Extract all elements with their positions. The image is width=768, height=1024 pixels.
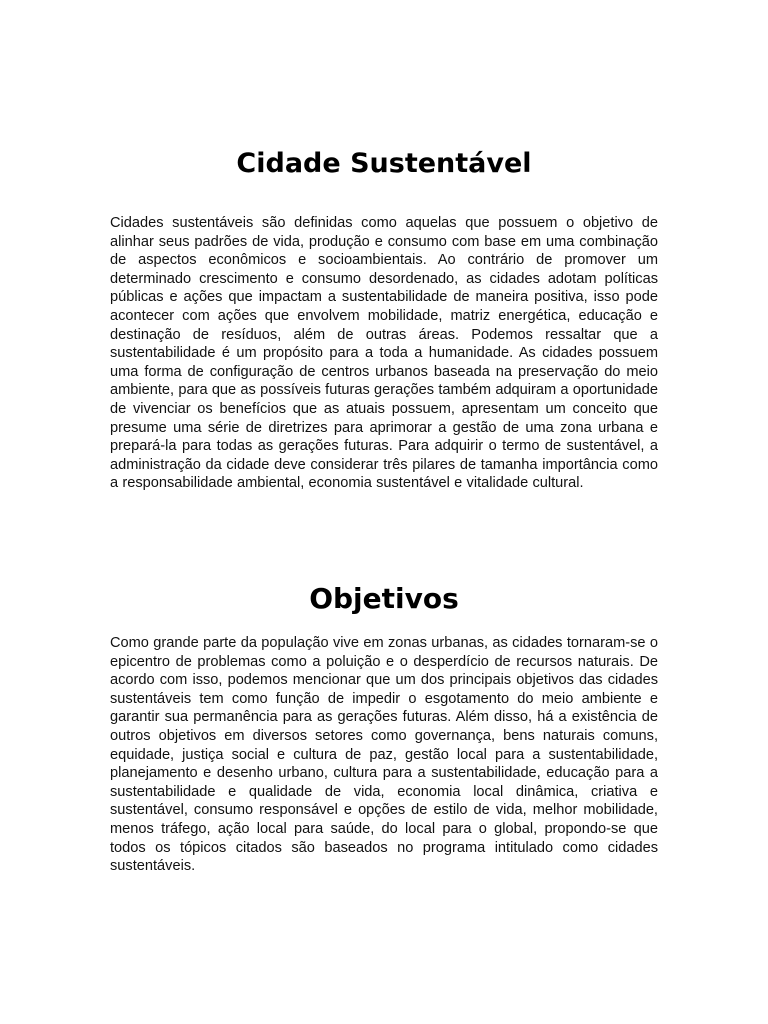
section-heading: Cidade Sustentável [236, 148, 532, 179]
section-cidade-sustentavel [110, 146, 658, 493]
section-heading: Objetivos [309, 582, 459, 615]
section-paragraph: Cidades sustentáveis são definidas como aquelas que possuem o objetivo de alinhar seus padrões de vida, produção e consumo com base em uma combinação de aspectos econômicos e socioambientais. Ao contrário de promover um determinado crescimento e consumo desordenado, as cidades adotam políticas públicas e ações que impactam a sustentabilidade de maneira positiva, isso pode acontecer com ações que envolvem mobilidade, matriz energética, educação e destinação de resíduos, além de outras áreas. Podemos ressaltar que a sustentabilidade é um propósito para a toda a humanidade. As cidades possuem uma forma de configuração de centros urbanos baseada na preservação do meio ambiente, para que as possíveis futuras gerações também adquiram a oportunidade de vivenciar os benefícios que as atuais possuem, apresentam um conceito que presume uma série de diretrizes para aprimorar a gestão de uma zona urbana e prepará-la para todas as gerações futuras. Para adquirir o termo de sustentável, a administração da cidade deve considerar três pilares de tamanha importância como a responsabilidade ambiental, economia sustentável e vitalidade cultural. [110, 215, 658, 492]
section-objetivos [110, 580, 658, 876]
section-paragraph: Como grande parte da população vive em zonas urbanas, as cidades tornaram-se o epicentro de problemas como a poluição e o desperdício de recursos naturais. De acordo com isso, podemos mencionar que um dos principais objetivos das cidades sustentáveis tem como função de impedir o esgotamento do meio ambiente e garantir sua permanência para as gerações futuras. Além disso, há a existência de outros objetivos em diversos setores como governança, bens naturais comuns, equidade, justiça social e cultura de paz, gestão local para a sustentabilidade, planejamento e desenho urbano, cultura para a sustentabilidade, educação para a sustentabilidade e qualidade de vida, economia local dinâmica, criativa e sustentável, consumo responsável e opções de estilo de vida, melhor mobilidade, menos tráfego, ação local para saúde, do local para o global, propondo-se que todos os tópicos citados são baseados no programa intitulado como cidades sustentáveis. [110, 635, 658, 875]
